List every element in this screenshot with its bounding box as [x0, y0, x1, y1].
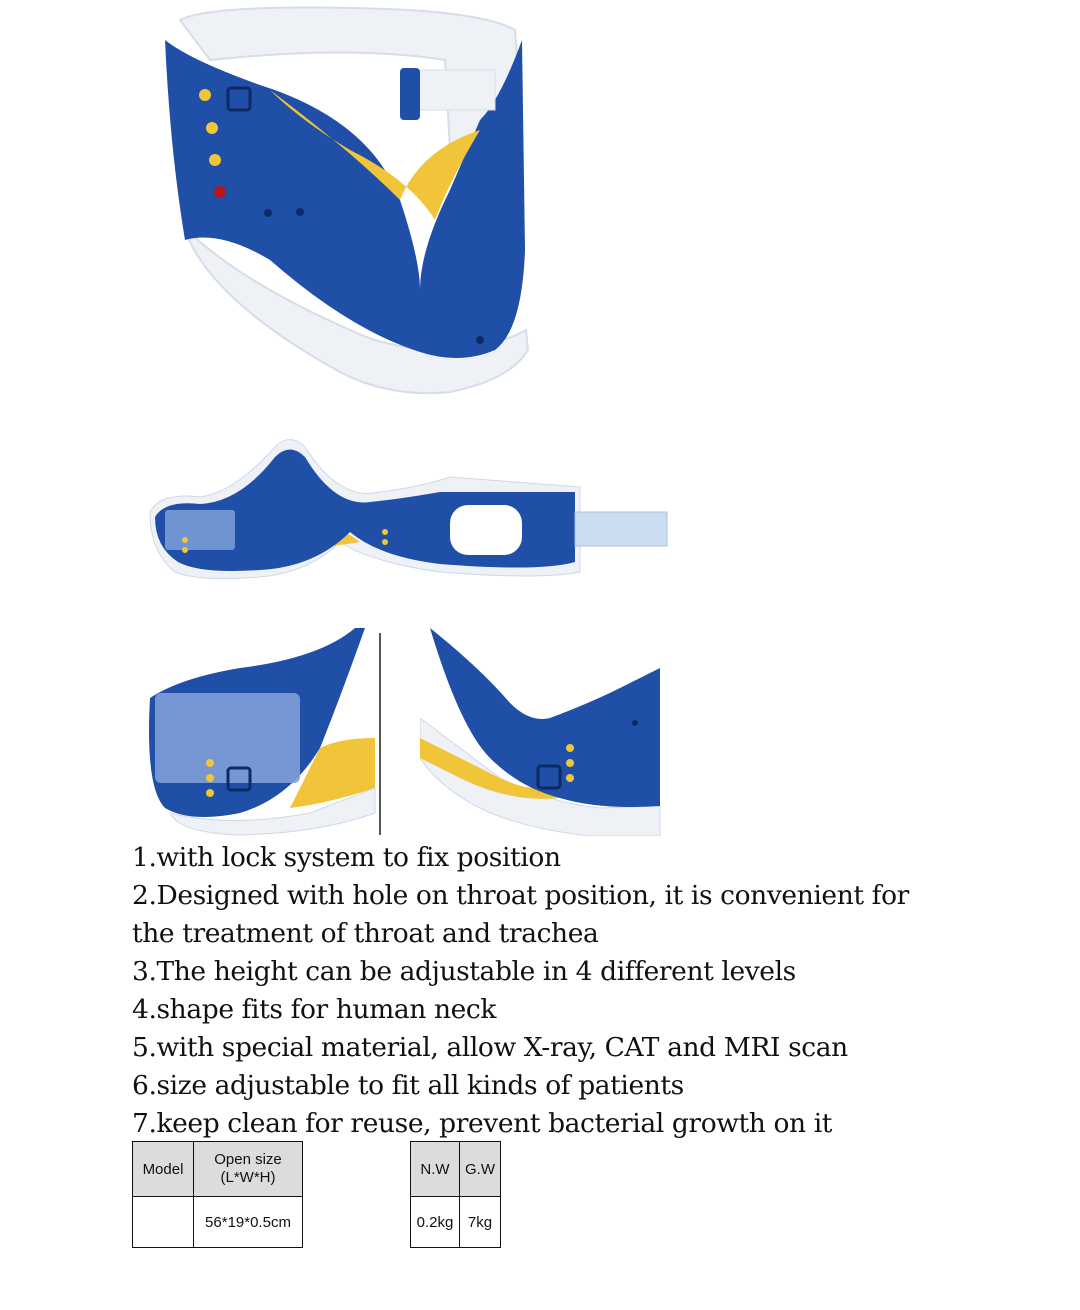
feature-line-3: 3.The height can be adjustable in 4 different levels	[132, 956, 796, 987]
size-spec-table	[132, 1141, 303, 1248]
net-weight-cell: 0.2kg	[411, 1197, 460, 1248]
weight-spec-table	[410, 1141, 501, 1248]
model-header: Model	[133, 1142, 194, 1197]
image-divider	[379, 633, 381, 835]
feature-list	[132, 839, 972, 1143]
feature-line-7: 7.keep clean for reuse, prevent bacterial growth on it	[132, 1108, 833, 1139]
open-size-header-line2: (L*W*H)	[220, 1169, 276, 1186]
model-cell	[133, 1197, 194, 1248]
feature-line-2: 2.Designed with hole on throat position, it is convenient for	[132, 880, 909, 911]
open-size-header	[194, 1142, 303, 1197]
collar-3d-image	[150, 0, 550, 410]
gross-weight-header: G.W	[460, 1142, 501, 1197]
open-size-header-line1: Open size	[214, 1151, 282, 1168]
gross-weight-cell: 7kg	[460, 1197, 501, 1248]
feature-line-2-continued: the treatment of throat and trachea	[132, 918, 599, 949]
collar-flat-image	[140, 432, 685, 602]
feature-line-5: 5.with special material, allow X-ray, CAT and MRI scan	[132, 1032, 848, 1063]
feature-line-1: 1.with lock system to fix position	[132, 842, 561, 873]
collar-left-detail-image	[140, 628, 380, 836]
feature-line-6: 6.size adjustable to fit all kinds of patients	[132, 1070, 684, 1101]
net-weight-header: N.W	[411, 1142, 460, 1197]
open-size-cell: 56*19*0.5cm	[194, 1197, 303, 1248]
feature-line-4: 4.shape fits for human neck	[132, 994, 497, 1025]
collar-right-detail-image	[420, 628, 665, 836]
